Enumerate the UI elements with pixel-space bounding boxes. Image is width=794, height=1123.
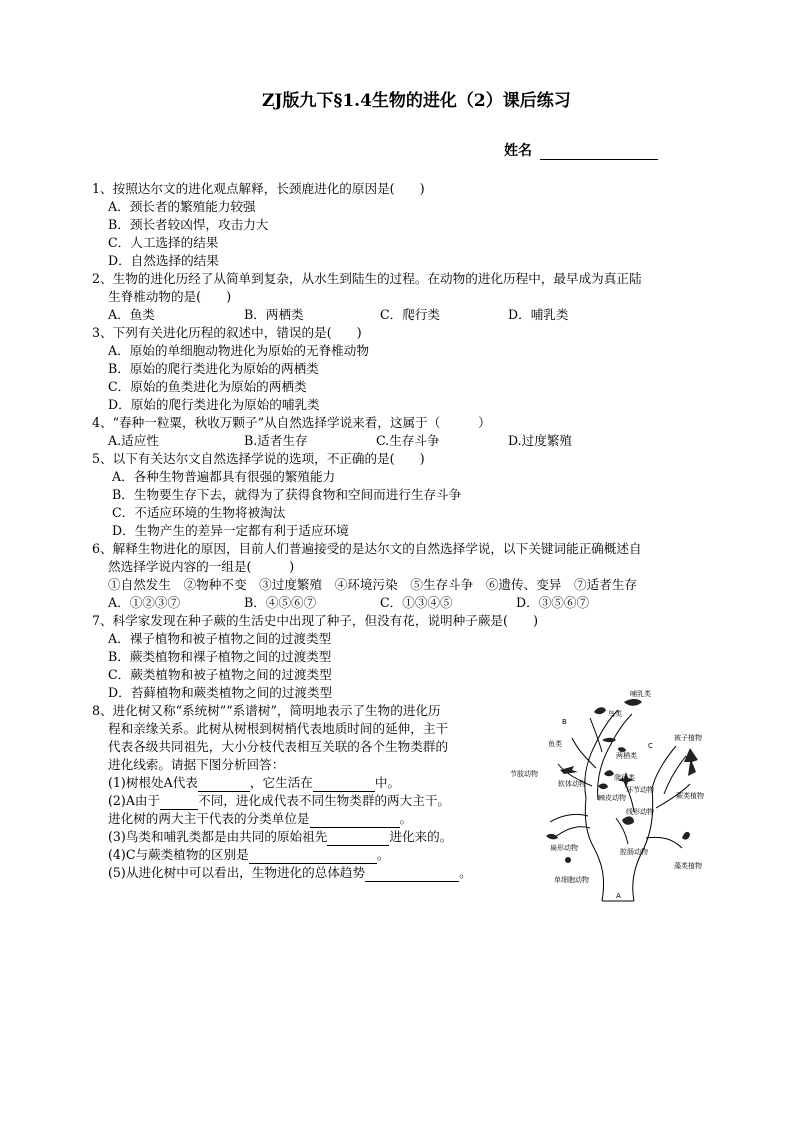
- option: D．苔藓植物和蕨类植物之间的过渡类型: [108, 685, 333, 700]
- option: A．裸子植物和被子植物之间的过渡类型: [108, 631, 332, 646]
- tree-label-c: C: [648, 742, 653, 750]
- option: B．颈长者较凶悍，攻击力大: [108, 217, 269, 232]
- answer-blank[interactable]: [327, 832, 389, 846]
- option: C．人工选择的结果: [108, 235, 219, 250]
- question-stem: 7、科学家发现在种子蕨的生活史中出现了种子，但没有花，说明种子蕨是( ): [92, 613, 539, 628]
- tree-label-fish: 鱼类: [548, 740, 562, 748]
- question-8: [92, 702, 512, 882]
- sub-question-1: (1)树根处A代表 ，它生活在 中。: [108, 775, 401, 790]
- mammal-icon: [624, 699, 642, 706]
- trunk-right: [633, 788, 653, 901]
- option: C．爬行类: [380, 307, 441, 322]
- option: C．原始的鱼类进化为原始的两栖类: [108, 379, 307, 394]
- option: B．原始的爬行类进化为原始的两栖类: [108, 361, 319, 376]
- arthropod-icon: [560, 766, 578, 774]
- option: B.适者生存: [244, 433, 308, 448]
- option-row: [92, 306, 732, 324]
- option: A．①②③⑦: [108, 595, 181, 610]
- tree-label-coelenterate: 腔肠动物: [620, 848, 648, 856]
- question-stem-cont: 然选择学说内容的一组是( ): [108, 559, 295, 574]
- evolution-tree-figure: [506, 688, 718, 903]
- sub-question-2-cont: 进化树的两大主干代表的分类单位是 。: [108, 811, 413, 826]
- tree-label-arthropod: 节肢动物: [510, 770, 538, 778]
- answer-blank[interactable]: [160, 796, 198, 810]
- protozoa-icon: [565, 857, 571, 863]
- option: A．各种生物普遍都具有很强的繁殖能力: [112, 469, 336, 484]
- name-blank[interactable]: [540, 145, 658, 160]
- option: A．原始的单细胞动物进化为原始的无脊椎动物: [108, 343, 369, 358]
- flatworm-icon: [546, 834, 558, 839]
- tree-label-flatworm: 扁形动物: [550, 844, 578, 852]
- question-stem: 8、进化树又称“系统树”“系谱树”，简明地表示了生物的进化历: [92, 703, 441, 718]
- tree-label-angiosperm: 被子植物: [674, 734, 702, 742]
- question-5: [92, 450, 732, 540]
- tree-label-mollusk: 软体动物: [558, 780, 586, 788]
- keyword-list: ①自然发生 ②物种不变 ③过度繁殖 ④环境污染 ⑤生存斗争 ⑥遗传、变异 ⑦适者生存: [108, 577, 637, 592]
- trunk-left: [585, 798, 603, 901]
- question-4: [92, 414, 732, 450]
- option: D．③⑤⑥⑦: [516, 595, 590, 610]
- option: A.适应性: [108, 433, 159, 448]
- reptile-icon: [604, 770, 614, 776]
- tree-label-fern: 蕨类植物: [676, 792, 704, 800]
- question-stem: 2、生物的进化历经了从简单到复杂，从水生到陆生的过程。在动物的进化历程中，最早成为真正陆: [92, 271, 642, 286]
- option: B．蕨类植物和裸子植物之间的过渡类型: [108, 649, 332, 664]
- question-1: [92, 180, 732, 270]
- question-stem-cont: 代表各级共同祖先，大小分枝代表相互关联的各个生物类群的: [108, 739, 449, 754]
- bird-icon: [594, 707, 606, 714]
- sub-question-2: (2)A由于 不同，进化成代表不同生物类群的两大主干。: [108, 793, 450, 808]
- tree-label-protozoa: 单细胞动物: [554, 876, 589, 884]
- answer-blank[interactable]: [313, 778, 375, 792]
- sub-question-4: (4)C与蕨类植物的区别是 。: [108, 847, 390, 862]
- question-stem: 1、按照达尔文的进化观点解释，长颈鹿进化的原因是( ): [92, 181, 425, 196]
- question-stem-cont: 进化线索。请据下图分析回答：: [108, 757, 285, 772]
- tree-label-echinoderm: 棘皮动物: [598, 794, 626, 802]
- answer-blank[interactable]: [198, 778, 250, 792]
- coelenterate-icon: [622, 816, 634, 824]
- tree-label-reptile: 爬行类: [614, 774, 635, 782]
- fern-icon: [684, 748, 698, 776]
- option: D．原始的爬行类进化为原始的哺乳类: [108, 397, 320, 412]
- question-stem: 6、解释生物进化的原因，目前人们普遍接受的是达尔文的自然选择学说，以下关键词能正确概述自: [92, 541, 642, 556]
- sub-question-3: (3)鸟类和哺乳类都是由共同的原始祖先 进化来的。: [108, 829, 453, 844]
- tree-label-bird: 鸟类: [608, 710, 622, 718]
- tree-label-annelid: 环节动物: [626, 786, 654, 794]
- tree-label-b: B: [562, 718, 567, 726]
- question-stem-cont: 程和亲缘关系。此树从树根到树梢代表地质时间的延伸，主干: [108, 721, 449, 736]
- option: A．颈长者的繁殖能力较强: [108, 199, 256, 214]
- option: D.过度繁殖: [508, 433, 573, 448]
- option: D．生物产生的差异一定都有利于适应环境: [112, 523, 349, 538]
- option: B．两栖类: [244, 307, 304, 322]
- question-6: [92, 540, 732, 612]
- option: C．①③④⑤: [380, 595, 453, 610]
- question-3: [92, 324, 732, 414]
- question-stem-cont: 生脊椎动物的是( ): [108, 289, 232, 304]
- question-stem: 5、以下有关达尔文自然选择学说的选项，不正确的是( ): [92, 451, 425, 466]
- sub-question-5: (5)从进化树中可以看出，生物进化的总体趋势 。: [108, 865, 472, 880]
- option: C．蕨类植物和被子植物之间的过渡类型: [108, 667, 332, 682]
- answer-blank[interactable]: [249, 850, 377, 864]
- mollusk-icon: [598, 783, 608, 789]
- tree-label-algae: 藻类植物: [674, 862, 702, 870]
- tree-label-a: A: [616, 892, 621, 900]
- option-row: [92, 432, 732, 450]
- option: D．自然选择的结果: [108, 253, 219, 268]
- tree-label-nematode: 线形动物: [626, 808, 654, 816]
- name-field[interactable]: [504, 140, 658, 160]
- answer-blank[interactable]: [310, 814, 400, 828]
- name-label: 姓名: [504, 143, 532, 159]
- option: C.生存斗争: [376, 433, 440, 448]
- question-stem: 3、下列有关进化历程的叙述中，错误的是( ): [92, 325, 362, 340]
- option: B．④⑤⑥⑦: [244, 595, 317, 610]
- tree-label-amphibian: 两栖类: [616, 752, 637, 760]
- question-2: [92, 270, 732, 324]
- option: A．鱼类: [108, 307, 155, 322]
- question-stem: 4、“春种一粒粟，秋收万颗子”从自然选择学说来看，这属于（ ）: [92, 415, 491, 430]
- option-row: [92, 594, 732, 612]
- option: B．生物要生存下去，就得为了获得食物和空间而进行生存斗争: [112, 487, 462, 502]
- option: C．不适应环境的生物将被淘汰: [112, 505, 286, 520]
- option: D．哺乳类: [508, 307, 569, 322]
- algae-icon: [682, 832, 690, 840]
- page-title: ZJ版九下§1.4生物的进化（2）课后练习: [262, 91, 571, 111]
- tree-label-mammal: 哺乳类: [630, 690, 651, 698]
- answer-blank[interactable]: [365, 868, 459, 882]
